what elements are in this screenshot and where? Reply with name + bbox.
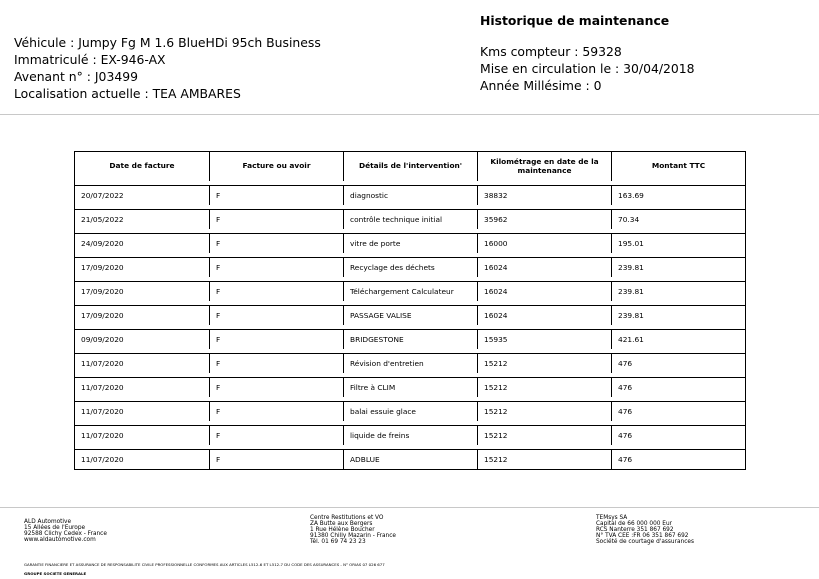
table-row	[75, 329, 745, 349]
vehicle-model: Véhicule : Jumpy Fg M 1.6 BlueHDi 95ch Business	[14, 35, 321, 50]
legal-notice: GARANTIE FINANCIERE ET ASSURANCE DE RESPONSABILITE CIVILE PROFESSIONNELLE CONFORMES AUX ARTICLES L512-6 ET L512-7 DU CODE DES ASSURANCES - N° ORIAS 07 026 677	[24, 562, 385, 567]
table-cell: 16024	[477, 306, 611, 325]
table-cell: 239.81	[611, 306, 745, 325]
table-cell: Téléchargement Calculateur	[343, 282, 477, 301]
footer-line: 92588 Clichy Cedex - France	[24, 531, 107, 537]
table-cell: 16024	[477, 282, 611, 301]
table-cell: 15212	[477, 402, 611, 421]
footer-line: Capital de 66 000 000 Eur	[596, 521, 673, 527]
footer-line: 15 Allées de l'Europe	[24, 525, 86, 531]
table-cell: vitre de porte	[343, 234, 477, 253]
table-cell: contrôle technique initial	[343, 210, 477, 229]
footer-line: 91380 Chilly Mazarin - France	[310, 533, 396, 539]
table-cell: Recyclage des déchets	[343, 258, 477, 277]
footer-line: N° TVA CEE :FR 06 351 867 692	[596, 533, 689, 539]
page-title: Historique de maintenance	[480, 13, 670, 28]
table-cell: 11/07/2020	[81, 359, 124, 368]
model-year: Année Millésime : 0	[480, 78, 602, 93]
registration-date: Mise en circulation le : 30/04/2018	[480, 61, 695, 76]
vehicle-registration: Immatriculé : EX-946-AX	[14, 52, 166, 67]
footer-line: Centre Restitutions et VO	[310, 515, 384, 521]
header-divider	[0, 114, 819, 115]
table-row	[75, 185, 745, 205]
table-cell: 11/07/2020	[81, 455, 124, 464]
table-cell: balai essuie glace	[343, 402, 477, 421]
table-cell: 38832	[477, 186, 611, 205]
table-cell: 476	[611, 402, 745, 421]
table-cell: 09/09/2020	[81, 335, 124, 344]
column-header: Facture ou avoir	[209, 152, 343, 181]
table-cell: F	[209, 282, 343, 301]
table-row	[75, 401, 745, 421]
footer-right	[596, 515, 694, 545]
table-cell: 476	[611, 450, 745, 469]
footer-line: Tél. 01 69 74 23 23	[310, 539, 366, 545]
vehicle-info	[14, 34, 321, 102]
footer-divider	[0, 507, 819, 508]
table-cell: 17/09/2020	[81, 311, 124, 320]
table-row	[75, 233, 745, 253]
footer-left	[24, 519, 107, 543]
table-cell: 20/07/2022	[81, 191, 124, 200]
table-cell: 21/05/2022	[81, 215, 124, 224]
table-cell: F	[209, 330, 343, 349]
table-cell: diagnostic	[343, 186, 477, 205]
table-row	[75, 209, 745, 229]
table-cell: liquide de freins	[343, 426, 477, 445]
column-header: Détails de l'intervention'	[343, 152, 477, 181]
group-name: GROUPE SOCIETE GENERALE	[24, 571, 87, 576]
table-cell: Révision d'entretien	[343, 354, 477, 373]
footer-line: ALD Automotive	[24, 519, 72, 525]
table-cell: F	[209, 378, 343, 397]
vehicle-location: Localisation actuelle : TEA AMBARES	[14, 86, 241, 101]
table-cell: 17/09/2020	[81, 263, 124, 272]
table-cell: 24/09/2020	[81, 239, 124, 248]
table-cell: F	[209, 234, 343, 253]
table-cell: Filtre à CLIM	[343, 378, 477, 397]
table-cell: PASSAGE VALISE	[343, 306, 477, 325]
column-header: Montant TTC	[611, 152, 745, 181]
table-cell: ADBLUE	[343, 450, 477, 469]
table-row	[75, 257, 745, 277]
table-row	[75, 425, 745, 445]
maintenance-summary	[480, 43, 695, 94]
table-cell: 15212	[477, 426, 611, 445]
table-cell: F	[209, 354, 343, 373]
table-cell: 239.81	[611, 258, 745, 277]
table-cell: 16000	[477, 234, 611, 253]
table-cell: 11/07/2020	[81, 431, 124, 440]
vehicle-amendment: Avenant n° : J03499	[14, 69, 138, 84]
footer-line: 1 Rue Hélène Boucher	[310, 527, 375, 533]
table-cell: F	[209, 258, 343, 277]
table-row	[75, 377, 745, 397]
table-cell: 421.61	[611, 330, 745, 349]
table-cell: 15935	[477, 330, 611, 349]
table-cell: 15212	[477, 354, 611, 373]
column-header: Kilométrage en date de la maintenance	[477, 152, 611, 181]
table-cell: 11/07/2020	[81, 383, 124, 392]
table-row	[75, 281, 745, 301]
table-cell: 15212	[477, 450, 611, 469]
table-cell: 163.69	[611, 186, 745, 205]
table-cell: 476	[611, 354, 745, 373]
footer-line: Société de courtage d'assurances	[596, 539, 694, 545]
table-cell: 16024	[477, 258, 611, 277]
table-cell: 15212	[477, 378, 611, 397]
footer-line: ZA Butte aux Bergers	[310, 521, 373, 527]
table-cell: F	[209, 306, 343, 325]
table-row	[75, 353, 745, 373]
table-cell: 239.81	[611, 282, 745, 301]
mileage: Kms compteur : 59328	[480, 44, 622, 59]
table-cell: BRIDGESTONE	[343, 330, 477, 349]
table-cell: 17/09/2020	[81, 287, 124, 296]
table-cell: 476	[611, 426, 745, 445]
footer-line: RCS Nanterre 351 867 692	[596, 527, 674, 533]
table-cell: F	[209, 210, 343, 229]
footer-line: TEMsys SA	[596, 515, 628, 521]
footer-line: www.aldautomotive.com	[24, 537, 96, 543]
table-cell: 476	[611, 378, 745, 397]
table-cell: 70.34	[611, 210, 745, 229]
footer-center	[310, 515, 396, 545]
table-row	[75, 305, 745, 325]
table-row	[75, 449, 745, 469]
table-cell: F	[209, 450, 343, 469]
table-cell: 35962	[477, 210, 611, 229]
table-cell: F	[209, 426, 343, 445]
column-header: Date de facture	[109, 161, 175, 171]
table-cell: 11/07/2020	[81, 407, 124, 416]
table-cell: F	[209, 186, 343, 205]
table-cell: 195.01	[611, 234, 745, 253]
table-header-row	[75, 152, 745, 181]
maintenance-table	[74, 151, 746, 470]
table-cell: F	[209, 402, 343, 421]
